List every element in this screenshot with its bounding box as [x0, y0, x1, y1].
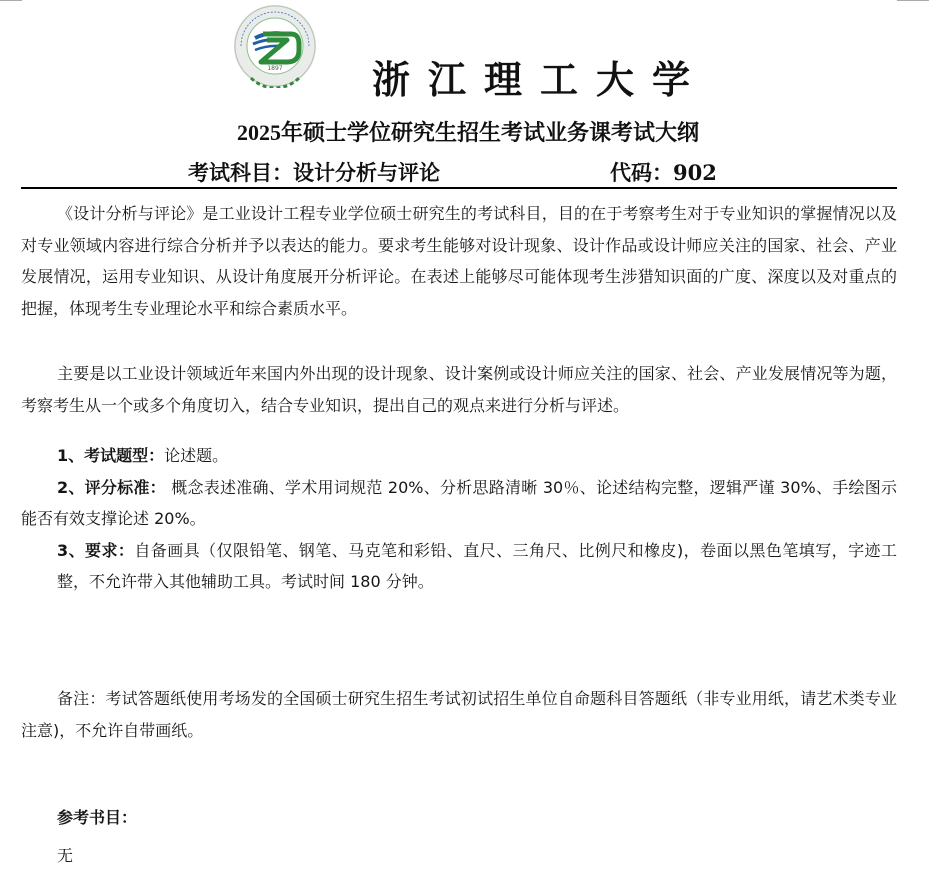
requirement-text: 自备画具（仅限铅笔、钢笔、马克笔和彩铅、直尺、三角尺、比例尺和橡皮)，卷面以黑色笔填写，字迹工整，不允许带入其他辅助工具。考试时间 180 分钟。 — [57, 540, 897, 591]
exam-subject — [188, 158, 440, 188]
exam-code — [610, 158, 717, 188]
requirements-list — [21, 440, 897, 598]
exam-code-value: 902 — [673, 160, 717, 185]
scope-section — [21, 358, 897, 421]
intro-section — [21, 198, 897, 324]
scope-paragraph: 主要是以工业设计领域近年来国内外出现的设计现象、设计案例或设计师应关注的国家、社会、产业发展情况等为题，考察考生从一个或多个角度切入，结合专业知识，提出自己的观点来进行分析与评述。 — [21, 364, 897, 415]
requirement-item-rules — [21, 535, 897, 598]
exam-code-label: 代码： — [610, 160, 673, 185]
note-section — [21, 683, 897, 746]
requirement-text: 论述题。 — [164, 446, 229, 465]
document-title — [0, 116, 936, 150]
header-divider — [21, 187, 897, 189]
references-value: 无 — [57, 846, 74, 865]
document-title-year: 2025 — [236, 120, 281, 145]
requirement-text: 概念表述准确、学术用词规范 20%、分析思路清晰 30％、论述结构完整，逻辑严谨 30%、手绘图示能否有效支撑论述 20%。 — [21, 477, 897, 528]
exam-subject-value: 设计分析与评论 — [293, 160, 440, 185]
page-corner-mark-right — [897, 0, 929, 1]
note-paragraph: 备注：考试答题纸使用考场发的全国硕士研究生招生考试初试招生单位自命题科目答题纸（非专业用纸，请艺术类专业注意)，不允许自带画纸。 — [21, 689, 897, 740]
references-section — [21, 803, 897, 879]
intro-paragraph: 《设计分析与评论》是工业设计工程专业学位硕士研究生的考试科目，目的在于考察考生对于专业知识的掌握情况以及对专业领域内容进行综合分析并予以表达的能力。要求考生能够对设计现象、设计作品或设计师应关注的国家、社会、产业发展情况，运用专业知识、从设计角度展开分析评论。在表述上能够尽可能体现考生涉猎知识面的广度、深度以及对重点的把握，体现考生专业理论水平和综合素质水平。 — [21, 204, 897, 318]
emblem-year: 1897 — [267, 65, 283, 72]
page-corner-mark-left — [0, 0, 22, 1]
requirement-item-grading — [21, 472, 897, 535]
requirement-label: 2、评分标准： — [57, 477, 166, 497]
requirement-label: 1、考试题型： — [57, 446, 165, 465]
requirement-item-question-type — [21, 440, 897, 472]
university-name: 浙江理工大学 — [372, 58, 709, 102]
university-emblem-icon — [233, 4, 317, 88]
references-label: 参考书目： — [57, 808, 138, 827]
exam-subject-label: 考试科目： — [188, 160, 293, 185]
document-title-text: 年硕士学位研究生招生考试业务课考试大纲 — [280, 120, 699, 146]
requirement-label: 3、要求： — [57, 540, 135, 560]
